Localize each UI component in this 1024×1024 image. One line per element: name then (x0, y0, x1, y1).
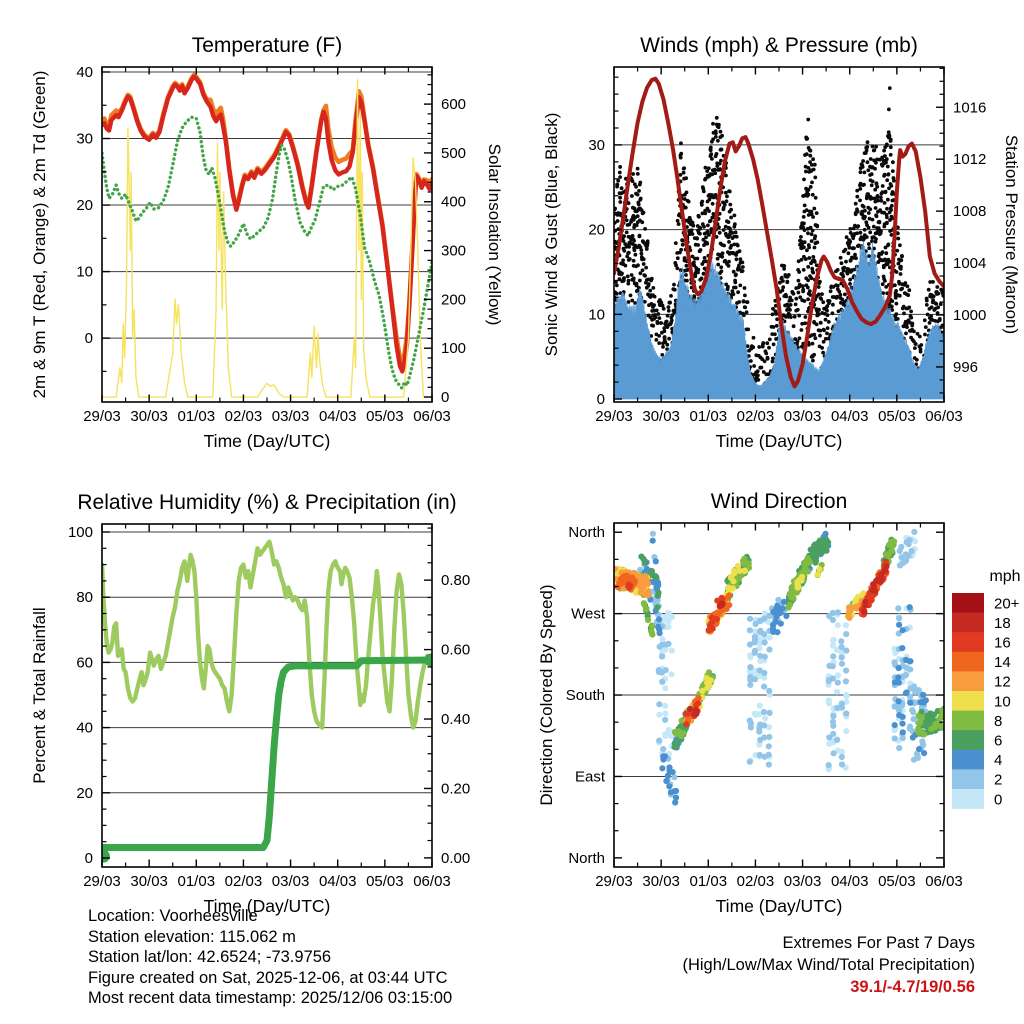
y-tick-label-left: 30 (588, 136, 605, 154)
y-axis-title-left: 2m & 9m T (Red, Orange) & 2m Td (Green) (30, 70, 49, 399)
legend-label: 18 (994, 614, 1011, 632)
y-tick-label-right: 1016 (953, 99, 987, 117)
y-tick-label-right: 600 (441, 96, 467, 114)
y-axis-title-left: Direction (Colored By Speed) (537, 584, 556, 806)
x-tick-label: 01/03 (689, 408, 728, 425)
x-tick-label: 29/03 (83, 873, 121, 890)
x-tick-label: 30/03 (642, 408, 680, 425)
x-tick-label: 03/03 (783, 873, 822, 890)
x-tick-label: 03/03 (783, 408, 822, 425)
precip-start-dot (97, 850, 110, 863)
extremes-title: Extremes For Past 7 Days (782, 934, 975, 952)
y-tick-label-right: 0.60 (441, 641, 471, 659)
humidity-precip-chart (30, 491, 470, 916)
humidity-line (102, 542, 432, 728)
legend-swatch (952, 750, 984, 770)
legend-label: 10 (994, 693, 1011, 711)
legend-label: 14 (994, 654, 1011, 672)
legend-swatch (952, 671, 984, 691)
y-tick-label-right: 0.80 (441, 572, 471, 590)
legend-label: 2 (994, 771, 1003, 789)
y-tick-label-left: 30 (76, 130, 93, 148)
y-tick-label-left: 0 (596, 391, 605, 409)
y-tick-label-left: 80 (76, 589, 93, 607)
x-tick-label: 01/03 (177, 408, 216, 425)
x-tick-label: 05/03 (366, 873, 404, 890)
legend-swatch (952, 691, 984, 711)
y-tick-label-left: 60 (76, 654, 93, 672)
wind-direction-chart (537, 490, 963, 916)
legend-label: 8 (994, 712, 1003, 730)
x-tick-label: 06/03 (925, 408, 963, 425)
x-tick-label: 02/03 (736, 408, 775, 425)
x-tick-label: 04/03 (830, 408, 869, 425)
chart-title: Winds (mph) & Pressure (mb) (640, 34, 918, 57)
y-tick-label-right: 100 (441, 340, 467, 358)
x-tick-label: 29/03 (595, 408, 633, 425)
x-tick-label: 01/03 (689, 873, 728, 890)
chart-title: Relative Humidity (%) & Precipitation (in) (77, 491, 457, 514)
x-axis-title: Time (Day/UTC) (715, 431, 843, 451)
x-tick-label: 06/03 (413, 408, 451, 425)
figure-created-timestamp: Figure created on Sat, 2025-12-06, at 03:44 UTC (88, 968, 448, 987)
speed-legend (952, 568, 1021, 809)
y-tick-label-right: 1000 (953, 307, 987, 325)
legend-label: 16 (994, 634, 1011, 652)
x-tick-label: 02/03 (736, 873, 775, 890)
legend-label: 4 (994, 752, 1003, 770)
x-tick-label: 06/03 (925, 873, 963, 890)
x-axis-title: Time (Day/UTC) (203, 431, 331, 451)
y-axis-title-left: Percent & Total Rainfall (30, 607, 49, 784)
legend-swatch (952, 652, 984, 672)
y-tick-label-right: 0.00 (441, 849, 471, 867)
y-tick-label-right: 500 (441, 144, 467, 162)
x-tick-label: 04/03 (318, 873, 357, 890)
y-tick-label-right: 0.20 (441, 780, 471, 798)
y-tick-label-right: 996 (953, 358, 979, 376)
most-recent-data-timestamp: Most recent data timestamp: 2025/12/06 03:15:00 (88, 989, 453, 1007)
x-tick-label: 29/03 (595, 873, 633, 890)
y-tick-label-left: 20 (588, 221, 605, 239)
x-tick-label: 30/03 (130, 408, 168, 425)
station-info (88, 906, 452, 1009)
y-tick-label-right: 0.40 (441, 711, 471, 729)
x-tick-label: 02/03 (224, 408, 263, 425)
y-axis-title-right: Solar Insolation (Yellow) (485, 143, 504, 326)
y-tick-label-left: North (568, 524, 605, 542)
y-tick-label-left: 100 (67, 523, 93, 541)
y-tick-label-right: 0 (441, 389, 450, 407)
y-axis-title-right: Station Pressure (Maroon) (1002, 134, 1021, 335)
y-tick-label-left: 20 (76, 197, 93, 215)
y-tick-label-right: 1004 (953, 255, 987, 273)
y-tick-label-left: 20 (76, 784, 93, 802)
x-tick-label: 30/03 (130, 873, 168, 890)
legend-label: 12 (994, 673, 1011, 691)
winds-pressure-chart-plot-area (612, 79, 946, 399)
x-tick-label: 04/03 (830, 873, 869, 890)
extremes-values: 39.1/-4.7/19/0.56 (850, 978, 975, 996)
y-tick-label-right: 300 (441, 242, 467, 260)
legend-swatch (952, 730, 984, 750)
temperature-chart-plot-area (102, 75, 432, 397)
t2m-red-line (102, 77, 432, 372)
legend-swatch (952, 711, 984, 731)
x-tick-label: 05/03 (366, 408, 404, 425)
wind-direction-chart-plot-area (611, 529, 947, 806)
x-tick-label: 29/03 (83, 408, 121, 425)
y-tick-label-left: East (574, 768, 605, 786)
chart-title: Temperature (F) (191, 34, 343, 57)
station-latlon: Station lat/lon: 42.6524; -73.9756 (88, 948, 332, 966)
legend-label: 0 (994, 791, 1003, 809)
extremes-subtitle: (High/Low/Max Wind/Total Precipitation) (682, 956, 975, 974)
y-tick-label-left: 10 (76, 263, 93, 281)
x-tick-label: 01/03 (177, 873, 216, 890)
x-axis-title: Time (Day/UTC) (715, 896, 843, 916)
y-tick-label-left: South (565, 687, 605, 705)
y-axis-title-left: Sonic Wind & Gust (Blue, Black) (542, 112, 561, 357)
humidity-precip-chart-plot-area (97, 542, 438, 863)
legend-swatch (952, 613, 984, 633)
precip-end-dot (425, 653, 438, 666)
legend-swatch (952, 593, 984, 613)
x-tick-label: 03/03 (271, 408, 310, 425)
legend-title: mph (989, 568, 1021, 585)
x-tick-label: 30/03 (642, 873, 680, 890)
legend-label: 20+ (994, 595, 1020, 613)
winds-pressure-chart (542, 34, 1021, 451)
legend-swatch (952, 769, 984, 789)
x-tick-label: 04/03 (318, 408, 357, 425)
y-tick-label-left: 10 (588, 306, 605, 324)
x-tick-label: 05/03 (878, 873, 916, 890)
y-tick-label-right: 400 (441, 193, 467, 211)
td2m-green-dotted-line (102, 117, 432, 388)
y-tick-label-left: 0 (84, 850, 93, 868)
station-location: Location: Voorheesville (88, 907, 258, 925)
y-tick-label-left: 40 (76, 63, 93, 81)
y-tick-label-left: 40 (76, 719, 93, 737)
legend-label: 6 (994, 732, 1003, 750)
y-tick-label-left: 0 (84, 330, 93, 348)
x-axis-title: Time (Day/UTC) (203, 896, 331, 916)
x-tick-label: 05/03 (878, 408, 916, 425)
precip-line (103, 660, 432, 847)
y-tick-label-left: West (571, 605, 605, 623)
x-tick-label: 06/03 (413, 873, 451, 890)
extremes-summary (682, 932, 975, 998)
y-tick-label-right: 1008 (953, 203, 987, 221)
temperature-chart (30, 34, 504, 451)
legend-swatch (952, 632, 984, 652)
station-elevation: Station elevation: 115.062 m (88, 927, 296, 946)
x-tick-label: 02/03 (224, 873, 263, 890)
y-tick-label-right: 1012 (953, 151, 987, 169)
x-tick-label: 03/03 (271, 873, 310, 890)
legend-swatch (952, 789, 984, 809)
y-tick-label-left: North (568, 849, 605, 867)
y-tick-label-right: 200 (441, 291, 467, 309)
chart-title: Wind Direction (710, 490, 848, 513)
